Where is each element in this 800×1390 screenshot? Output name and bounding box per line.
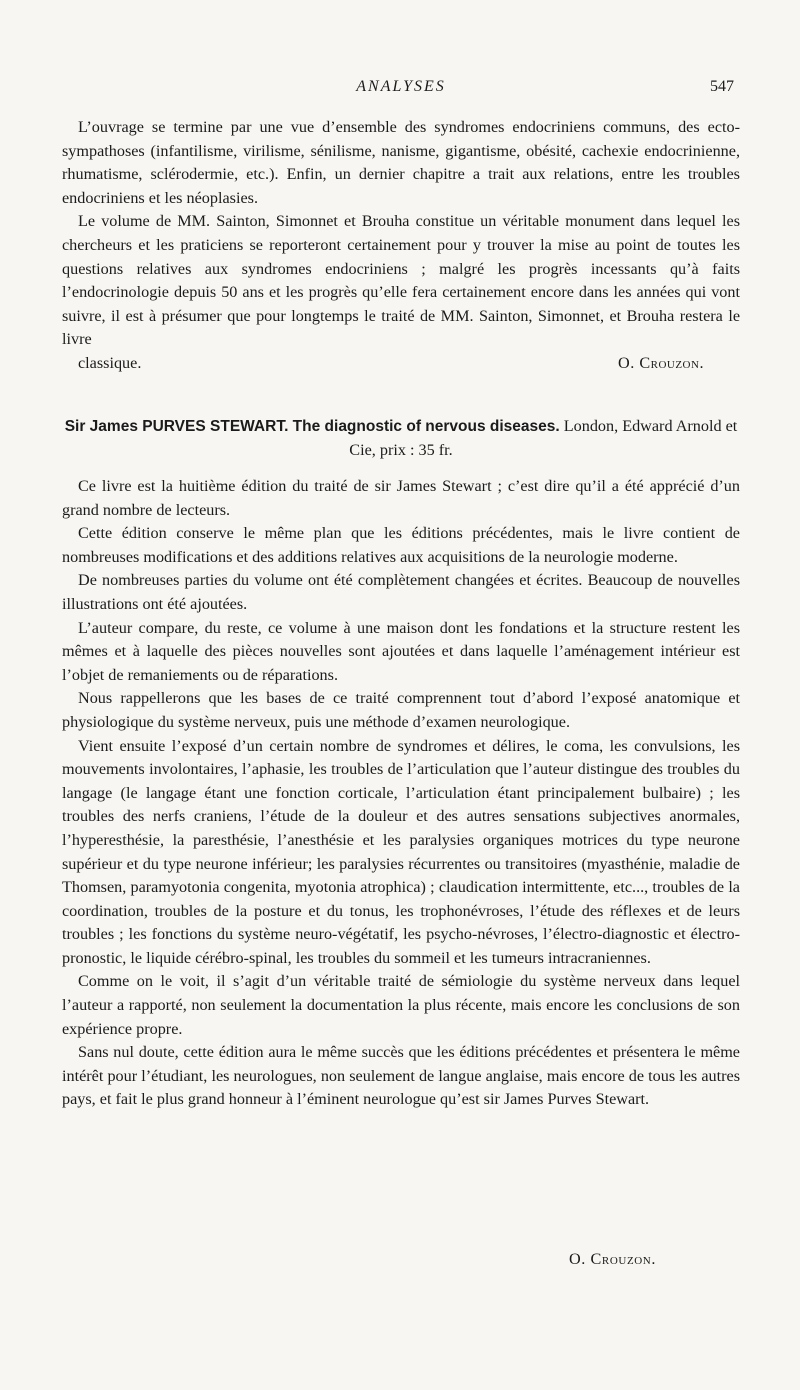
review-1-paragraph: Le volume de MM. Sainton, Simonnet et Brouha constitue un véritable monument dans lequel les chercheurs et les praticiens se reporteront certainement pour y trouver la mise au point de toutes les questions relatives aux syndromes endocriniens ; malgré les progrès incessants qu’à faits l’endocrinologie depuis 50 ans et les progrès qu’elle fera certainement encore dans les années qui vont suivre, il est à présumer que pour longtemps le traité de MM. Sainton, Simonnet, et Brouha restera le livre: [62, 212, 740, 349]
review-2-signature: O. Crouzon.: [568, 1250, 656, 1268]
review-1-body: [62, 116, 740, 376]
review-1-last-line: classique.: [78, 353, 142, 372]
review-2-paragraph: Nous rappellerons que les bases de ce traité comprennent tout d’abord l’exposé anatomique et physiologique du système nerveux, puis une méthode d’examen neurologique.: [62, 689, 740, 731]
review-1-signature: O. Crouzon.: [618, 353, 704, 372]
page-number: 547: [710, 78, 734, 95]
running-title: ANALYSES: [356, 78, 446, 95]
review-2-publisher: London, Edward Arnold et Cie, prix : 35 fr.: [349, 417, 738, 459]
review-1-paragraph: L’ouvrage se termine par une vue d’ensemble des syndromes endocriniens communs, des ecto-sympathoses (infantilisme, virilisme, sénilisme, nanisme, gigantisme, obésité, cachexie endocrinienne, rhumatisme, sclérodermie, etc.). Enfin, un dernier chapitre a trait aux relations, entre les troubles endocriniens et les néoplasies.: [62, 118, 740, 207]
review-2-paragraph: Cette édition conserve le même plan que les éditions précédentes, mais le livre contient de nombreuses modifications et des additions relatives aux acquisitions de la neurologie moderne.: [62, 524, 740, 566]
review-2-heading: [62, 415, 740, 462]
review-2-paragraph: Sans nul doute, cette édition aura le même succès que les éditions précédentes et présentera le même intérêt pour l’étudiant, les neurologues, non seulement de langue anglaise, mais encore de tous les autres pays, et fait le plus grand honneur à l’éminent neurologue qu’est sir James Purves Stewart.: [62, 1043, 740, 1109]
page-header: [62, 78, 740, 102]
review-2-paragraph: Ce livre est la huitième édition du traité de sir James Stewart ; c’est dire qu’il a été apprécié d’un grand nombre de lecteurs.: [62, 477, 740, 519]
review-2-paragraph: De nombreuses parties du volume ont été complètement changées et écrites. Beaucoup de nouvelles illustrations ont été ajoutées.: [62, 571, 740, 613]
review-2-paragraph: Vient ensuite l’exposé d’un certain nombre de syndromes et délires, le coma, les convulsions, les mouvements involontaires, l’aphasie, les troubles de l’articulation que l’auteur distingue des troubles du langage (le langage étant une fonction corticale, l’articulation étant principalement bulbaire) ; les troubles des nerfs craniens, l’étude de la douleur et des autres sensations subjectives anormales, l’hyperesthésie, la paresthésie, l’anesthésie et les paralysies organiques motrices du type neurone supérieur et du type neurone inférieur; les paralysies récurrentes ou transitoires (myasthénie, maladie de Thomsen, paramyotonia congenita, myotonia atrophica) ; claudication intermittente, etc..., troubles de la coordination, troubles de la posture et du tonus, les trophonévroses, l’étude des réflexes et de leurs troubles ; les fonctions du système neuro-végétatif, les psycho-névroses, l’électro-diagnostic et électro-pronostic, le liquide cérébro-spinal, les troubles du sommeil et les tumeurs intracraniennes.: [62, 736, 740, 967]
review-2-paragraph: L’auteur compare, du reste, ce volume à une maison dont les fondations et la structure restent les mêmes et à laquelle des pièces nouvelles sont ajoutées et dans laquelle l’aménagement intérieur est l’objet de remaniements ou de réparations.: [62, 618, 740, 684]
review-2-author-title: Sir James PURVES STEWART. The diagnostic of nervous diseases.: [64, 418, 560, 435]
review-2-body: [62, 475, 740, 1112]
review-1-closing-line: [62, 352, 740, 376]
review-2-paragraph: Comme on le voit, il s’agit d’un véritable traité de sémiologie du système nerveux dans lequel l’auteur a rapporté, non seulement la documentation la plus récente, mais encore les conclusions de son expérience propre.: [62, 972, 740, 1038]
